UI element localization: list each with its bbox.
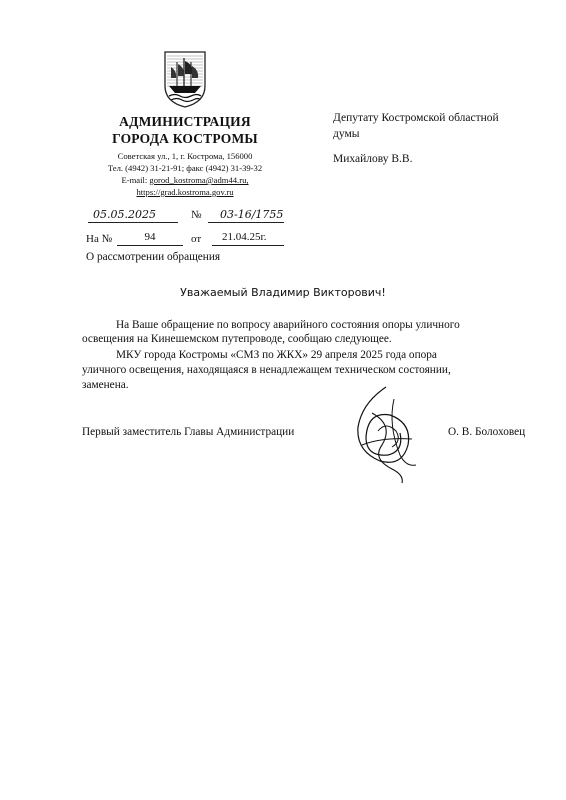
- body-para2-line2: уличного освещения, находящаяся в ненадлежащем техническом состоянии,: [82, 364, 451, 376]
- outgoing-number: 03-16/1755: [220, 208, 284, 221]
- signatory-name: О. В. Болоховец: [448, 426, 526, 438]
- body-para2-line3: заменена.: [82, 379, 129, 391]
- ref-date-underline: [212, 245, 284, 246]
- recipient-name: Михайлову В.В.: [333, 153, 413, 165]
- ref-from-label: от: [191, 233, 202, 245]
- body-para1-line1: На Ваше обращение по вопросу аварийного состояния опоры уличного: [116, 319, 460, 331]
- org-phone: Тел. (4942) 31-21-91; факс (4942) 31-39-32: [107, 163, 263, 173]
- org-name-line1: АДМИНИСТРАЦИЯ: [119, 114, 251, 129]
- outgoing-date: 05.05.2025: [93, 208, 156, 221]
- ref-number: 94: [144, 231, 156, 243]
- recipient-line1: Депутату Костромской областной: [333, 112, 499, 124]
- kostroma-coat-of-arms-icon: [163, 50, 207, 108]
- ref-number-label: На №: [86, 233, 113, 245]
- letter-subject: О рассмотрении обращения: [86, 251, 221, 263]
- body-para1-line2: освещения на Кинешемском путепроводе, сообщаю следующее.: [82, 333, 392, 345]
- email-link[interactable]: gorod_kostroma@adm44.ru,: [149, 175, 249, 185]
- signature-scribble-icon: [342, 385, 428, 485]
- greeting: Уважаемый Владимир Викторович!: [180, 286, 386, 299]
- ref-number-underline: [117, 245, 183, 246]
- org-email-line: [92, 175, 278, 187]
- number-underline: [208, 222, 284, 223]
- signatory-title: Первый заместитель Главы Администрации: [82, 426, 295, 438]
- body-para2-line1: МКУ города Костромы «СМЗ по ЖКХ» 29 апреля 2025 года опора: [116, 349, 437, 361]
- handwritten-signature: [342, 385, 428, 485]
- recipient-line2: думы: [333, 128, 360, 140]
- date-underline: [88, 222, 178, 223]
- org-name-line2: ГОРОДА КОСТРОМЫ: [112, 131, 258, 146]
- website-link[interactable]: https://grad.kostroma.gov.ru: [136, 187, 234, 197]
- org-address: Советская ул., 1, г. Кострома, 156000: [117, 151, 253, 161]
- outgoing-number-label: №: [191, 209, 202, 221]
- coat-of-arms: [163, 50, 207, 108]
- email-label: E-mail:: [121, 175, 148, 185]
- ref-date: 21.04.25г.: [222, 231, 267, 243]
